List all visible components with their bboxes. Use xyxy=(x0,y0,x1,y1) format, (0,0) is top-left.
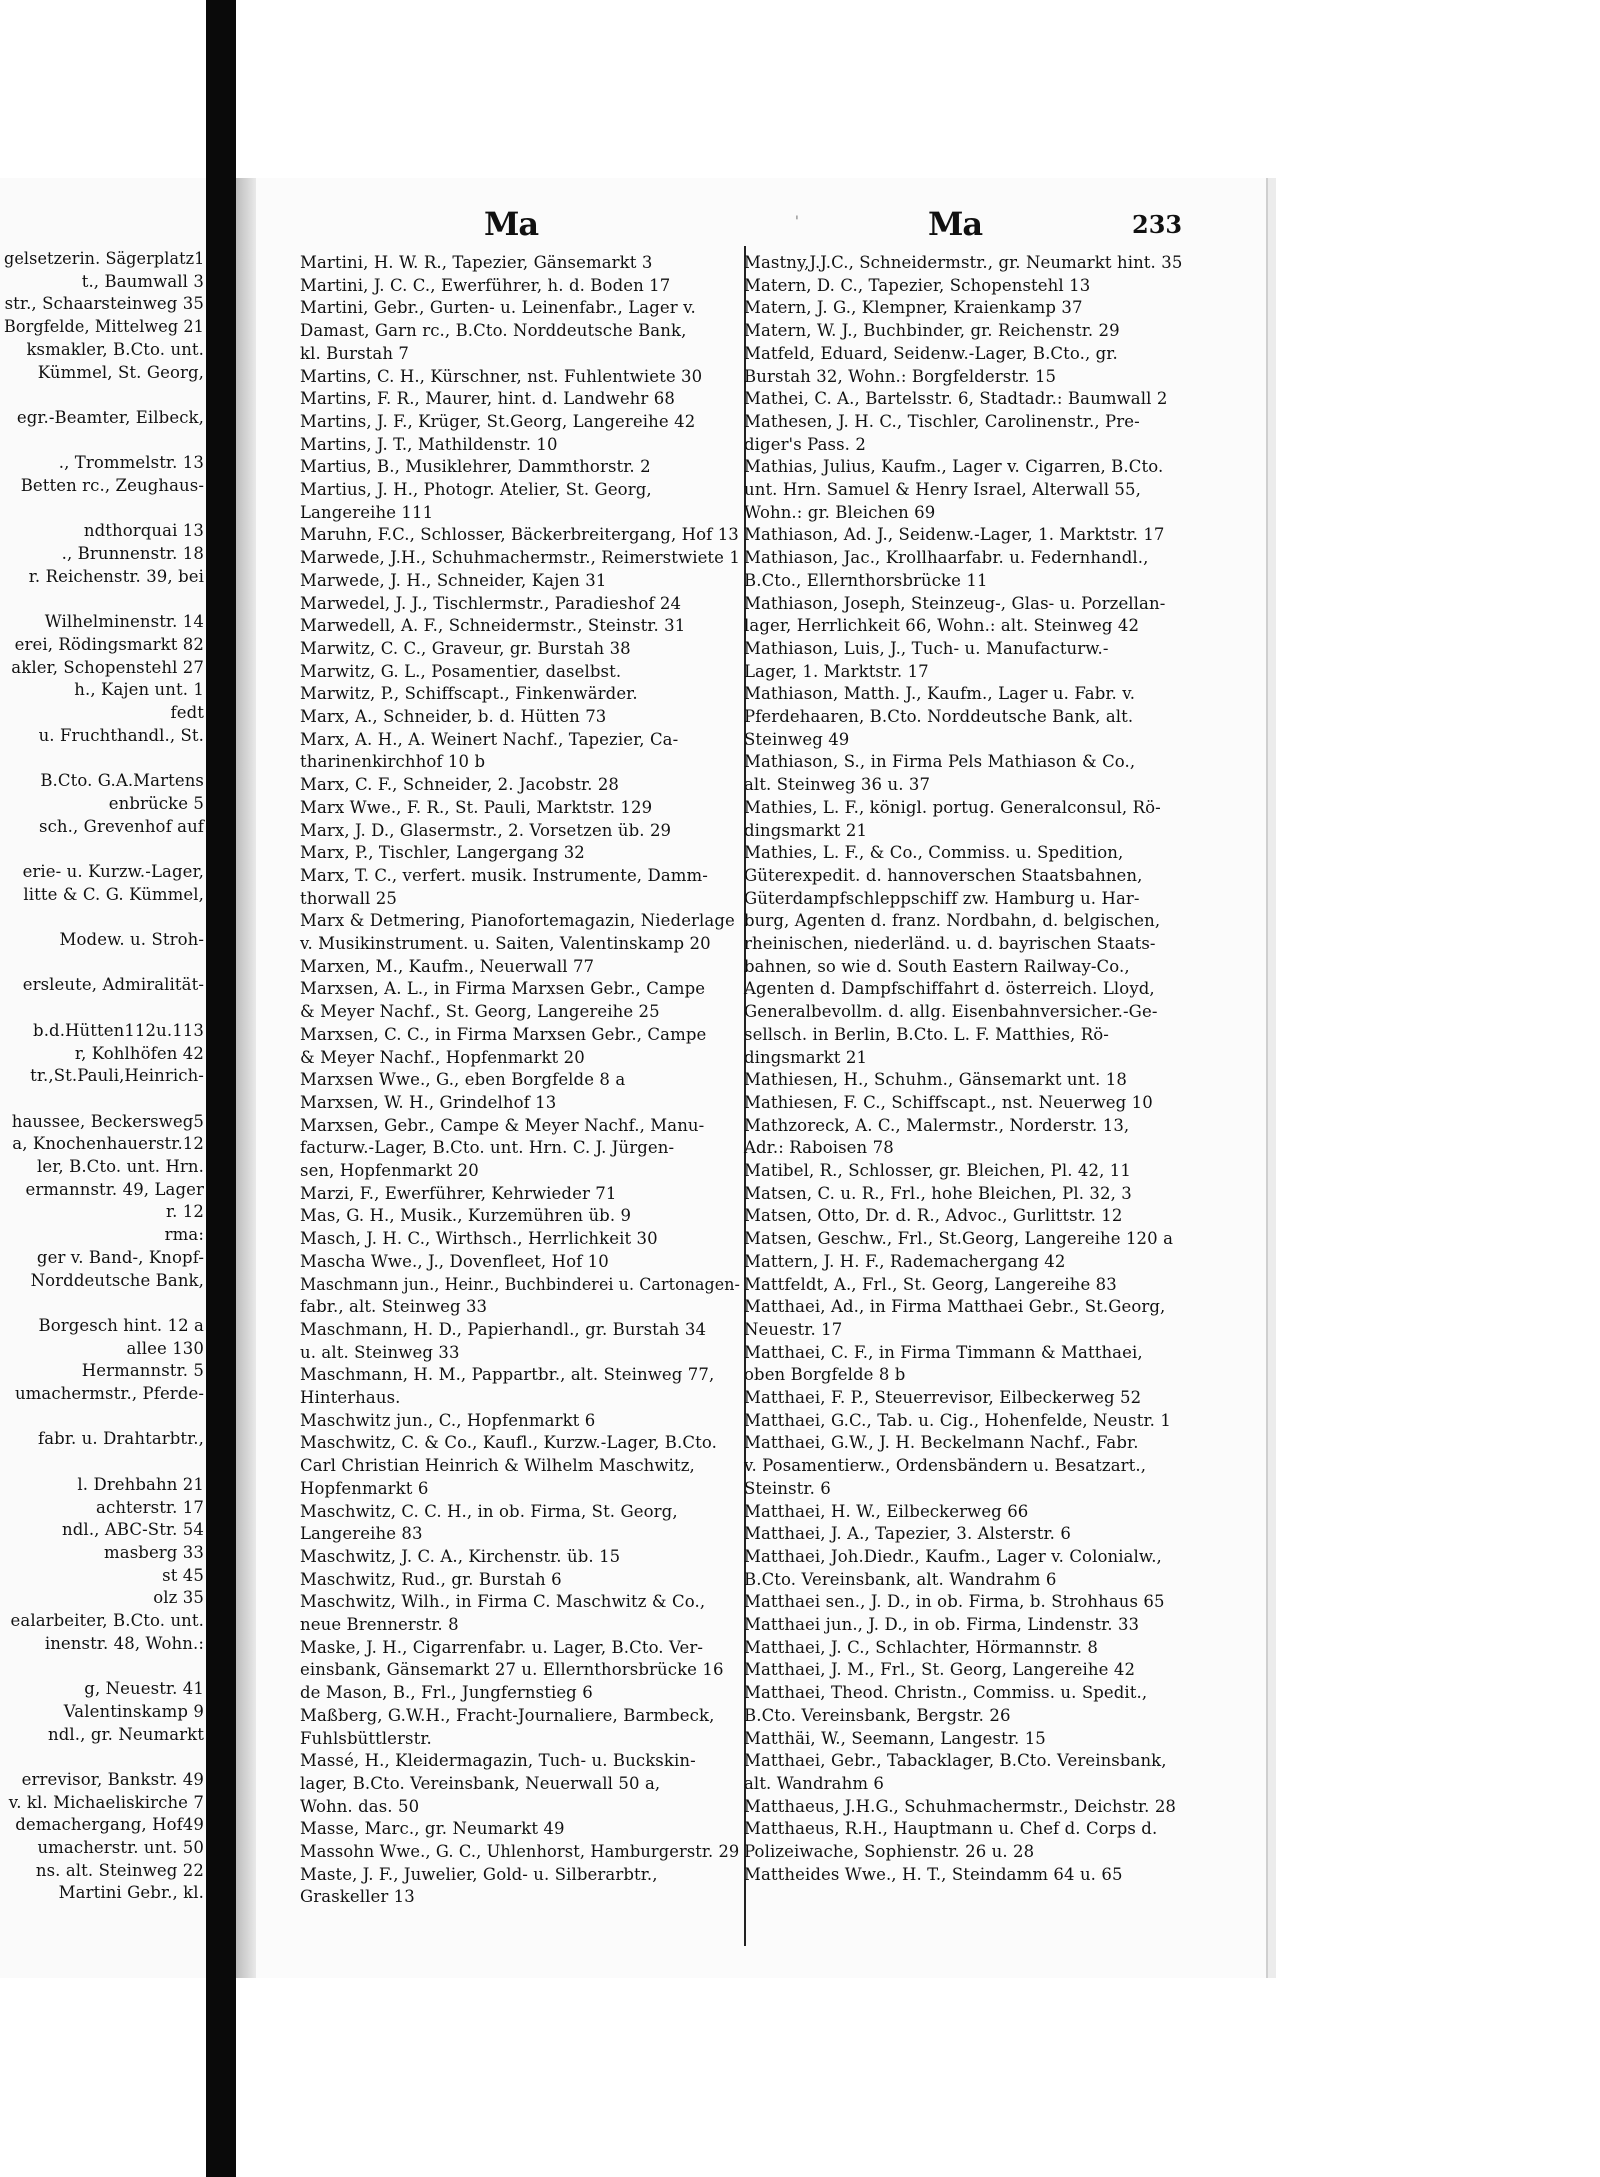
center-column-line: Mascha Wwe., J., Dovenfleet, Hof 10 xyxy=(300,1251,609,1271)
right-column-line: B.Cto., Ellernthorsbrücke 11 xyxy=(744,570,988,590)
left-fragment-line: r. 12 xyxy=(165,1202,204,1222)
center-column-line: Marxsen Wwe., G., eben Borgfelde 8 a xyxy=(300,1070,626,1090)
center-column-line: Marx, P., Tischler, Langergang 32 xyxy=(300,843,585,863)
center-column-line: Marwede, J. H., Schneider, Kajen 31 xyxy=(300,570,607,590)
right-column-line: diger's Pass. 2 xyxy=(744,434,866,454)
right-column-line: Matthaei, J. A., Tapezier, 3. Alsterstr. 6 xyxy=(744,1524,1071,1544)
right-column-line: Matern, W. J., Buchbinder, gr. Reichenstr. 29 xyxy=(744,321,1120,341)
center-column-line: Martins, F. R., Maurer, hint. d. Landwehr 68 xyxy=(300,389,675,409)
center-column-line: u. alt. Steinweg 33 xyxy=(300,1342,460,1362)
right-column-line: Steinstr. 6 xyxy=(744,1478,831,1498)
center-column-line: Maschwitz, C. & Co., Kaufl., Kurzw.-Lager, B.Cto. xyxy=(300,1433,717,1453)
left-fragment-line: ndl., ABC-Str. 54 xyxy=(62,1520,204,1540)
center-column-line: Langereihe 111 xyxy=(300,502,434,522)
right-column-line: Mastny,J.J.C., Schneidermstr., gr. Neumarkt hint. 35 xyxy=(744,253,1183,272)
center-column-line: Masch, J. H. C., Wirthsch., Herrlichkeit 30 xyxy=(300,1229,658,1249)
center-column-line: sen, Hopfenmarkt 20 xyxy=(300,1161,479,1180)
center-column-line: Masse, Marc., gr. Neumarkt 49 xyxy=(300,1819,565,1839)
right-column-line: Matern, J. G., Klempner, Kraienkamp 37 xyxy=(744,298,1083,318)
right-column-line: Matsen, C. u. R., Frl., hohe Bleichen, Pl. 32, 3 xyxy=(744,1183,1132,1203)
left-fragment-line: l. Drehbahn 21 xyxy=(77,1474,204,1494)
left-fragment-line: errevisor, Bankstr. 49 xyxy=(21,1769,204,1789)
right-column-line: Matthaei, F. P., Steuerrevisor, Eilbeckerweg 52 xyxy=(744,1388,1142,1407)
right-column-line: Mattfeldt, A., Frl., St. Georg, Langereihe 83 xyxy=(744,1274,1117,1294)
center-column-line: Maske, J. H., Cigarrenfabr. u. Lager, B.Cto. Ver- xyxy=(300,1637,704,1657)
center-column-line: Maschwitz, Rud., gr. Burstah 6 xyxy=(300,1569,562,1589)
left-fragment-line: haussee, Beckersweg5 xyxy=(11,1111,204,1131)
center-column-line: Massohn Wwe., G. C., Uhlenhorst, Hamburgerstr. 29 xyxy=(300,1842,740,1861)
left-fragment-line: enbrücke 5 xyxy=(108,793,204,813)
left-fragment-line: demachergang, Hof49 xyxy=(15,1815,204,1835)
center-column-line: Marx Wwe., F. R., St. Pauli, Marktstr. 129 xyxy=(300,797,653,817)
right-column-line: Neuestr. 17 xyxy=(744,1319,843,1339)
right-column-line: sellsch. in Berlin, B.Cto. L. F. Matthies, Rö- xyxy=(744,1024,1109,1044)
center-column-line: Carl Christian Heinrich & Wilhelm Maschwitz, xyxy=(300,1456,695,1476)
center-column-line: Marx, C. F., Schneider, 2. Jacobstr. 28 xyxy=(300,775,620,795)
left-fragment-line: B.Cto. G.A.Martens xyxy=(40,771,204,791)
center-column-line: Fuhlsbüttlerstr. xyxy=(300,1728,432,1748)
right-column-line: Matfeld, Eduard, Seidenw.-Lager, B.Cto., gr. xyxy=(744,343,1118,363)
center-column-line: Mas, G. H., Musik., Kurzemühren üb. 9 xyxy=(300,1206,632,1226)
left-fragment-line: erei, Rödingsmarkt 82 xyxy=(14,634,204,654)
left-fragment-line: v. kl. Michaeliskirche 7 xyxy=(8,1792,204,1812)
center-column-line: Maschwitz, Wilh., in Firma C. Maschwitz & Co., xyxy=(300,1592,706,1612)
left-fragment-line: umacherstr. unt. 50 xyxy=(37,1838,204,1857)
right-column-line: Matthaeus, R.H., Hauptmann u. Chef d. Corps d. xyxy=(744,1819,1158,1839)
right-column-line: Mathiason, Joseph, Steinzeug-, Glas- u. Porzellan- xyxy=(744,593,1166,613)
center-column-line: Marx & Detmering, Pianofortemagazin, Niederlage xyxy=(300,911,735,931)
right-column-line: Pferdehaaren, B.Cto. Norddeutsche Bank, alt. xyxy=(744,707,1134,726)
left-fragment-line: sch., Grevenhof auf xyxy=(39,816,204,836)
right-column-line: Matthaei, Gebr., Tabacklager, B.Cto. Vereinsbank, xyxy=(744,1751,1167,1771)
center-column-line: Maste, J. F., Juwelier, Gold- u. Silberarbtr., xyxy=(300,1864,658,1884)
right-column-line: Adr.: Raboisen 78 xyxy=(744,1138,894,1158)
center-column-line: Marx, A. H., A. Weinert Nachf., Tapezier, Ca- xyxy=(300,729,679,749)
center-column-heading: Ma xyxy=(484,205,539,243)
page-edge xyxy=(1268,178,1276,1978)
right-column-line: Steinweg 49 xyxy=(744,729,850,749)
right-column-line: Mathiesen, H., Schuhm., Gänsemarkt unt. 18 xyxy=(744,1070,1127,1090)
center-column-line: Martins, C. H., Kürschner, nst. Fuhlentwiete 30 xyxy=(300,366,703,386)
left-fragment-line: Hermannstr. 5 xyxy=(81,1361,204,1381)
right-column-line: Mathiason, Matth. J., Kaufm., Lager u. Fabr. v. xyxy=(744,684,1136,704)
center-column-line: Martini, H. W. R., Tapezier, Gänsemarkt 3 xyxy=(300,253,653,272)
left-fragment-line: r, Kohlhöfen 42 xyxy=(74,1043,204,1063)
center-column-line: & Meyer Nachf., Hopfenmarkt 20 xyxy=(300,1047,585,1067)
left-fragment-line: allee 130 xyxy=(126,1338,204,1358)
left-fragment-line: b.d.Hütten112u.113 xyxy=(33,1020,204,1040)
left-fragment-line: ., Brunnenstr. 18 xyxy=(61,544,204,564)
left-fragment-line: ndl., gr. Neumarkt xyxy=(48,1724,204,1744)
right-column-heading: Ma xyxy=(928,205,983,243)
right-column-line: Mattern, J. H. F., Rademachergang 42 xyxy=(744,1251,1066,1271)
left-fragment-line: Norddeutsche Bank, xyxy=(30,1270,204,1290)
left-fragment-line: g, Neuestr. 41 xyxy=(84,1679,204,1699)
right-column-line: Güterexpedit. d. hannoverschen Staatsbahnen, xyxy=(744,865,1143,885)
right-column-line: bahnen, so wie d. South Eastern Railway-Co., xyxy=(744,956,1130,976)
center-column-line: neue Brennerstr. 8 xyxy=(300,1615,459,1634)
left-fragment-line: erie- u. Kurzw.-Lager, xyxy=(22,861,204,881)
left-fragment-line: a, Knochenhauerstr.12 xyxy=(12,1134,204,1154)
right-column-line: Matthäi, W., Seemann, Langestr. 15 xyxy=(744,1728,1046,1748)
left-fragment-line: r. Reichenstr. 39, bei xyxy=(28,566,204,586)
right-column-line: Burstah 32, Wohn.: Borgfelderstr. 15 xyxy=(744,366,1057,386)
left-fragment-line: str., Schaarsteinweg 35 xyxy=(4,294,204,314)
left-fragment-line: ler, B.Cto. unt. Hrn. xyxy=(37,1157,204,1176)
left-fragment-line: akler, Schopenstehl 27 xyxy=(11,657,204,677)
right-column-line: Mathies, L. F., königl. portug. Generalconsul, Rö- xyxy=(744,797,1161,817)
left-fragment-line: tr.,St.Pauli,Heinrich- xyxy=(30,1066,204,1086)
right-column-line: Mathesen, J. H. C., Tischler, Carolinenstr., Pre- xyxy=(744,411,1140,431)
center-column-line: Maschwitz, J. C. A., Kirchenstr. üb. 15 xyxy=(300,1546,621,1566)
right-column-line: alt. Wandrahm 6 xyxy=(744,1773,885,1793)
right-column-line: lager, Herrlichkeit 66, Wohn.: alt. Steinweg 42 xyxy=(744,616,1140,636)
center-column-line: Maschmann jun., Heinr., Buchbinderei u. Cartonagen- xyxy=(300,1274,740,1294)
center-column-line: Marxen, M., Kaufm., Neuerwall 77 xyxy=(300,956,595,976)
left-fragment-line: Valentinskamp 9 xyxy=(63,1701,204,1721)
left-fragment-line: ermannstr. 49, Lager xyxy=(25,1179,204,1199)
right-column-line: Matthaeus, J.H.G., Schuhmachermstr., Deichstr. 28 xyxy=(744,1796,1177,1816)
left-fragment-line: Betten rc., Zeughaus- xyxy=(20,476,204,495)
right-column-line: Matthaei jun., J. D., in ob. Firma, Lindenstr. 33 xyxy=(744,1615,1140,1634)
left-fragment-line: ger v. Band-, Knopf- xyxy=(36,1247,204,1267)
center-column-line: Marxsen, W. H., Grindelhof 13 xyxy=(300,1092,557,1112)
right-column-line: unt. Hrn. Samuel & Henry Israel, Alterwall 55, xyxy=(744,480,1141,499)
right-column-line: B.Cto. Vereinsbank, alt. Wandrahm 6 xyxy=(744,1569,1057,1589)
center-column-line: Maschwitz jun., C., Hopfenmarkt 6 xyxy=(300,1410,596,1430)
center-column-line: v. Musikinstrument. u. Saiten, Valentinskamp 20 xyxy=(300,934,711,953)
center-column-line: Martius, J. H., Photogr. Atelier, St. Georg, xyxy=(300,480,652,499)
center-column-line: Marwedell, A. F., Schneidermstr., Steinstr. 31 xyxy=(300,616,686,636)
center-column-line: Marzi, F., Ewerführer, Kehrwieder 71 xyxy=(300,1183,617,1203)
page-number: 233 xyxy=(1132,210,1183,239)
right-column-line: Matthaei, Ad., in Firma Matthaei Gebr., St.Georg, xyxy=(744,1297,1166,1317)
right-column-line: Güterdampfschleppschiff zw. Hamburg u. Har- xyxy=(744,888,1140,908)
left-fragment-line: t., Baumwall 3 xyxy=(81,271,204,291)
center-column-line: Marwede, J.H., Schuhmachermstr., Reimerstwiete 1 xyxy=(300,548,740,568)
right-column-line: Matthaei, J. M., Frl., St. Georg, Langereihe 42 xyxy=(744,1660,1136,1680)
center-column-line: Marwedel, J. J., Tischlermstr., Paradieshof 24 xyxy=(300,593,682,613)
right-column-line: Mathiason, Luis, J., Tuch- u. Manufacturw.- xyxy=(744,638,1109,658)
right-column-line: Polizeiwache, Sophienstr. 26 u. 28 xyxy=(744,1842,1035,1861)
center-column-line: Massé, H., Kleidermagazin, Tuch- u. Buckskin- xyxy=(300,1751,696,1771)
left-fragment-line: ealarbeiter, B.Cto. unt. xyxy=(10,1611,204,1630)
right-column-line: Matsen, Geschw., Frl., St.Georg, Langereihe 120 a xyxy=(744,1229,1174,1249)
center-column-line: einsbank, Gänsemarkt 27 u. Ellernthorsbrücke 16 xyxy=(300,1660,724,1680)
center-column-line: Wohn. das. 50 xyxy=(300,1796,420,1816)
left-fragment-line: Martini Gebr., kl. xyxy=(58,1883,204,1903)
right-column-line: Mathiason, S., in Firma Pels Mathiason & Co., xyxy=(744,752,1136,772)
center-column-line: Marwitz, C. C., Graveur, gr. Burstah 38 xyxy=(300,638,631,658)
center-column-line: Maschwitz, C. C. H., in ob. Firma, St. Georg, xyxy=(300,1501,678,1521)
left-fragment-line: ksmakler, B.Cto. unt. xyxy=(26,339,204,359)
left-fragment-line: achterstr. 17 xyxy=(96,1497,204,1517)
right-column-line: Mathies, L. F., & Co., Commiss. u. Spedition, xyxy=(744,843,1124,863)
left-fragment-line: Wilhelminenstr. 14 xyxy=(44,612,204,632)
center-column-line: Marwitz, P., Schiffscapt., Finkenwärder. xyxy=(300,684,638,704)
right-column-line: Mathzoreck, A. C., Malermstr., Norderstr. 13, xyxy=(744,1115,1130,1135)
right-column-line: Matern, D. C., Tapezier, Schopenstehl 13 xyxy=(744,275,1091,295)
center-column-line: de Mason, B., Frl., Jungfernstieg 6 xyxy=(300,1683,593,1703)
right-column-line: Mathiason, Jac., Krollhaarfabr. u. Federnhandl., xyxy=(744,548,1149,568)
right-column-line: Matthaei, C. F., in Firma Timmann & Matthaei, xyxy=(744,1342,1143,1362)
center-column-line: fabr., alt. Steinweg 33 xyxy=(300,1297,488,1317)
center-column-line: Marx, A., Schneider, b. d. Hütten 73 xyxy=(300,707,607,726)
right-column-line: Matthaei, G.W., J. H. Beckelmann Nachf., Fabr. xyxy=(744,1433,1139,1453)
right-column-line: Agenten d. Dampfschiffahrt d. österreich. Lloyd, xyxy=(744,979,1155,999)
right-column-line: Mathiason, Ad. J., Seidenw.-Lager, 1. Marktstr. 17 xyxy=(744,525,1165,545)
center-column-line: Hopfenmarkt 6 xyxy=(300,1478,429,1498)
right-column-line: rheinischen, niederländ. u. d. bayrischen Staats- xyxy=(744,934,1156,953)
left-fragment-line: h., Kajen unt. 1 xyxy=(74,680,204,700)
center-column-line: Marxsen, C. C., in Firma Marxsen Gebr., Campe xyxy=(300,1024,707,1044)
right-column-line: Mathiesen, F. C., Schiffscapt., nst. Neuerweg 10 xyxy=(744,1092,1153,1112)
center-column-line: lager, B.Cto. Vereinsbank, Neuerwall 50 a, xyxy=(300,1773,661,1793)
left-fragment-line: umachermstr., Pferde- xyxy=(14,1384,204,1403)
left-fragment-line: egr.-Beamter, Eilbeck, xyxy=(16,407,204,427)
book-binding xyxy=(206,0,236,2177)
center-column-line: Marxsen, A. L., in Firma Marxsen Gebr., Campe xyxy=(300,979,706,999)
center-column-line: Maruhn, F.C., Schlosser, Bäckerbreitergang, Hof 13 xyxy=(300,525,739,545)
right-column-line: Lager, 1. Marktstr. 17 xyxy=(744,661,929,681)
right-column-line: Mathias, Julius, Kaufm., Lager v. Cigarren, B.Cto. xyxy=(744,457,1164,477)
center-column-line: Martini, Gebr., Gurten- u. Leinenfabr., Lager v. xyxy=(300,298,696,318)
right-column-line: dingsmarkt 21 xyxy=(744,1047,868,1067)
left-fragment-line: ., Trommelstr. 13 xyxy=(58,453,204,473)
center-column-line: Marwitz, G. L., Posamentier, daselbst. xyxy=(300,661,622,681)
center-column-line: Marx, T. C., verfert. musik. Instrumente, Damm- xyxy=(300,865,708,885)
center-mark: ' xyxy=(795,214,799,230)
right-column-line: burg, Agenten d. franz. Nordbahn, d. belgischen, xyxy=(744,911,1161,931)
center-column-line: kl. Burstah 7 xyxy=(300,343,410,363)
right-column-line: Matsen, Otto, Dr. d. R., Advoc., Gurlittstr. 12 xyxy=(744,1206,1123,1226)
right-column-line: B.Cto. Vereinsbank, Bergstr. 26 xyxy=(744,1705,1011,1725)
right-column-line: Matthaei, Joh.Diedr., Kaufm., Lager v. Colonialw., xyxy=(744,1546,1162,1566)
center-column-line: Marxsen, Gebr., Campe & Meyer Nachf., Manu- xyxy=(300,1115,705,1135)
center-column-line: Damast, Garn rc., B.Cto. Norddeutsche Bank, xyxy=(300,321,687,341)
left-fragment-line: litte & C. G. Kümmel, xyxy=(23,884,204,904)
left-fragment-line: ndthorquai 13 xyxy=(83,521,204,541)
left-fragment-line: Borgesch hint. 12 a xyxy=(38,1315,204,1335)
left-fragment-line: rma: xyxy=(164,1225,204,1245)
center-column-line: thorwall 25 xyxy=(300,888,397,908)
right-column-line: alt. Steinweg 36 u. 37 xyxy=(744,775,931,795)
left-fragment-line: ns. alt. Steinweg 22 xyxy=(35,1860,204,1880)
left-fragment-line: inenstr. 48, Wohn.: xyxy=(44,1633,204,1653)
center-column-line: Maßberg, G.W.H., Fracht-Journaliere, Barmbeck, xyxy=(300,1705,715,1725)
right-column-line: Matthaei sen., J. D., in ob. Firma, b. Strohhaus 65 xyxy=(744,1592,1165,1612)
right-column-line: Matthaei, H. W., Eilbeckerweg 66 xyxy=(744,1501,1029,1521)
left-fragment-line: gelsetzerin. Sägerplatz1 xyxy=(3,249,204,268)
right-column-line: Matibel, R., Schlosser, gr. Bleichen, Pl. 42, 11 xyxy=(744,1161,1132,1180)
center-column-line: Martius, B., Musiklehrer, Dammthorstr. 2 xyxy=(300,457,651,477)
right-column-line: Wohn.: gr. Bleichen 69 xyxy=(744,502,936,522)
left-fragment-line: olz 35 xyxy=(153,1588,204,1608)
center-column-line: Maschmann, H. D., Papierhandl., gr. Burstah 34 xyxy=(300,1319,707,1339)
center-column-line: Martins, J. F., Krüger, St.Georg, Langereihe 42 xyxy=(300,411,696,431)
left-fragment-line: u. Fruchthandl., St. xyxy=(38,725,204,745)
center-column-line: facturw.-Lager, B.Cto. unt. Hrn. C. J. Jürgen- xyxy=(300,1138,675,1158)
center-column-line: & Meyer Nachf., St. Georg, Langereihe 25 xyxy=(300,1002,660,1022)
left-fragment-line: st 45 xyxy=(162,1565,204,1585)
right-column-line: Matthaei, J. C., Schlachter, Hörmannstr. 8 xyxy=(744,1637,1099,1657)
right-column-line: Matthaei, G.C., Tab. u. Cig., Hohenfelde, Neustr. 1 xyxy=(744,1410,1171,1430)
right-column-line: Mathei, C. A., Bartelsstr. 6, Stadtadr.: Baumwall 2 xyxy=(744,389,1168,409)
center-column-line: Marx, J. D., Glasermstr., 2. Vorsetzen üb. 29 xyxy=(300,820,672,840)
center-column-line: Martini, J. C. C., Ewerführer, h. d. Boden 17 xyxy=(300,275,671,295)
center-column-line: Graskeller 13 xyxy=(300,1887,415,1907)
right-column-line: Mattheides Wwe., H. T., Steindamm 64 u. 65 xyxy=(744,1864,1123,1884)
left-fragment-line: fedt xyxy=(170,703,204,722)
left-fragment-line: Kümmel, St. Georg, xyxy=(37,362,204,382)
right-column-line: Matthaei, Theod. Christn., Commiss. u. Spedit., xyxy=(744,1683,1148,1703)
right-column-line: v. Posamentierw., Ordensbändern u. Besatzart., xyxy=(744,1456,1147,1476)
right-column-line: Generalbevollm. d. allg. Eisenbahnversicher.-Ge- xyxy=(744,1002,1158,1022)
center-column-line: Maschmann, H. M., Pappartbr., alt. Steinweg 77, xyxy=(300,1365,715,1385)
left-fragment-line: Modew. u. Stroh- xyxy=(59,930,204,949)
center-column-line: Hinterhaus. xyxy=(300,1388,401,1407)
center-column-line: Martins, J. T., Mathildenstr. 10 xyxy=(300,434,558,454)
right-column-line: oben Borgfelde 8 b xyxy=(744,1365,906,1385)
left-fragment-line: Borgfelde, Mittelweg 21 xyxy=(4,317,204,337)
left-fragment-line: ersleute, Admiralität- xyxy=(22,975,204,995)
center-column-line: tharinenkirchhof 10 b xyxy=(300,752,486,772)
center-column-line: Langereihe 83 xyxy=(300,1524,423,1544)
left-fragment-line: masberg 33 xyxy=(104,1542,204,1562)
right-column-line: dingsmarkt 21 xyxy=(744,820,868,840)
left-fragment-line: fabr. u. Drahtarbtr., xyxy=(38,1429,204,1449)
